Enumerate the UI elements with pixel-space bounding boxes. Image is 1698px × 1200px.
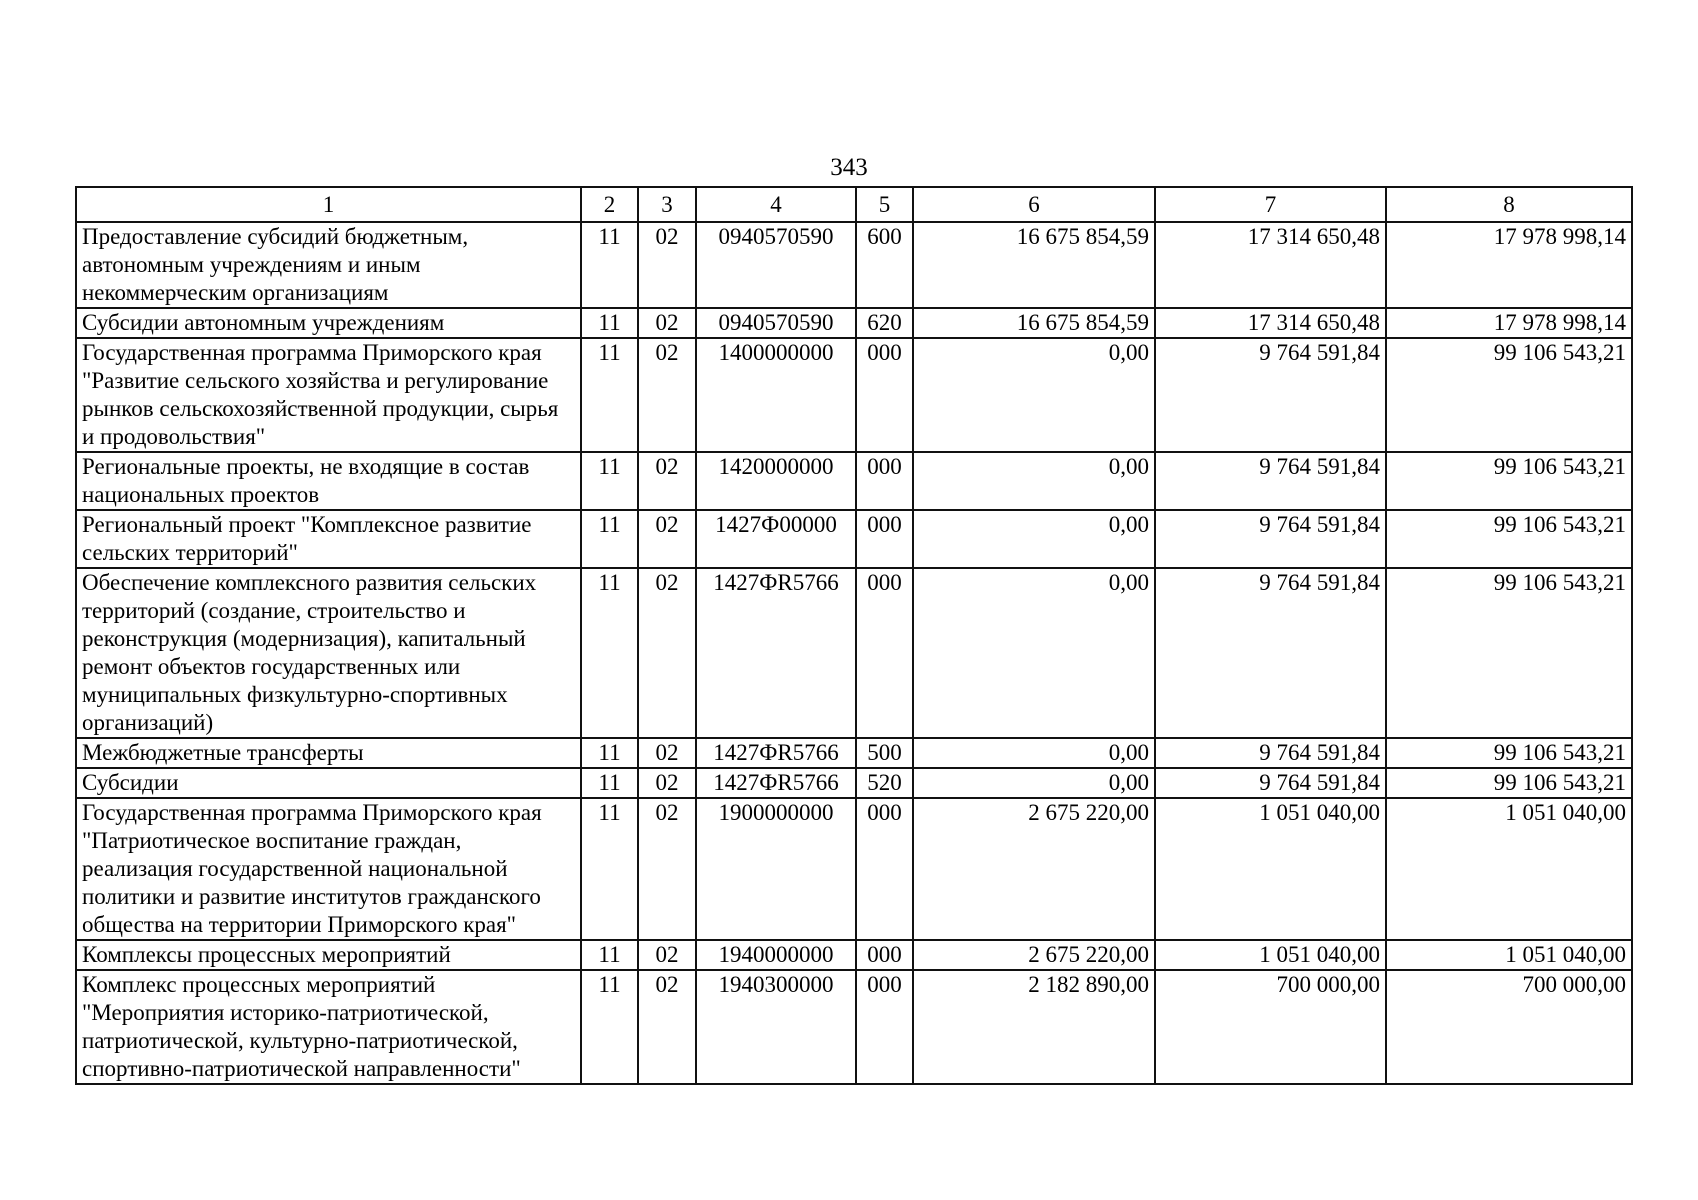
amount-year1-cell: 0,00 (913, 510, 1155, 568)
amount-year3-cell: 99 106 543,21 (1386, 738, 1632, 768)
target-article-cell: 0940570590 (696, 222, 856, 308)
row-name-cell: Региональные проекты, не входящие в состав национальных проектов (76, 452, 581, 510)
subsection-code-cell: 02 (638, 768, 696, 798)
target-article-cell: 1940300000 (696, 970, 856, 1084)
target-article-cell: 1940000000 (696, 940, 856, 970)
row-name-cell: Межбюджетные трансферты (76, 738, 581, 768)
amount-year1-cell: 0,00 (913, 452, 1155, 510)
amount-year3-cell: 700 000,00 (1386, 970, 1632, 1084)
amount-year3-cell: 99 106 543,21 (1386, 568, 1632, 738)
amount-year3-cell: 17 978 998,14 (1386, 222, 1632, 308)
row-name-cell: Государственная программа Приморского края "Патриотическое воспитание граждан, реализация государственной национальной политики и развитие институтов гражданского общества на территории Приморского края" (76, 798, 581, 940)
column-header: 7 (1155, 187, 1386, 222)
amount-year2-cell: 9 764 591,84 (1155, 510, 1386, 568)
expense-type-cell: 000 (856, 940, 913, 970)
amount-year3-cell: 99 106 543,21 (1386, 452, 1632, 510)
section-code-cell: 11 (581, 338, 638, 452)
amount-year2-cell: 1 051 040,00 (1155, 798, 1386, 940)
amount-year2-cell: 9 764 591,84 (1155, 338, 1386, 452)
row-name-cell: Комплексы процессных мероприятий (76, 940, 581, 970)
target-article-cell: 1427ФR5766 (696, 768, 856, 798)
row-name-cell: Государственная программа Приморского края "Развитие сельского хозяйства и регулирование рынков сельскохозяйственной продукции, сырья и продовольствия" (76, 338, 581, 452)
column-header: 6 (913, 187, 1155, 222)
table-row (76, 510, 1632, 568)
section-code-cell: 11 (581, 970, 638, 1084)
expense-type-cell: 000 (856, 452, 913, 510)
expense-type-cell: 000 (856, 568, 913, 738)
section-code-cell: 11 (581, 308, 638, 338)
row-name-cell: Региональный проект "Комплексное развитие сельских территорий" (76, 510, 581, 568)
amount-year2-cell: 1 051 040,00 (1155, 940, 1386, 970)
subsection-code-cell: 02 (638, 798, 696, 940)
target-article-cell: 1427Ф00000 (696, 510, 856, 568)
column-header: 1 (76, 187, 581, 222)
section-code-cell: 11 (581, 568, 638, 738)
table-row (76, 940, 1632, 970)
table-row (76, 970, 1632, 1084)
amount-year3-cell: 17 978 998,14 (1386, 308, 1632, 338)
row-name-cell: Комплекс процессных мероприятий "Мероприятия историко-патриотической, патриотической, культурно-патриотической, спортивно-патриотической направленности" (76, 970, 581, 1084)
amount-year1-cell: 0,00 (913, 768, 1155, 798)
amount-year3-cell: 99 106 543,21 (1386, 768, 1632, 798)
table-row (76, 738, 1632, 768)
expense-type-cell: 000 (856, 510, 913, 568)
target-article-cell: 1427ФR5766 (696, 738, 856, 768)
amount-year3-cell: 99 106 543,21 (1386, 338, 1632, 452)
amount-year2-cell: 9 764 591,84 (1155, 768, 1386, 798)
amount-year1-cell: 2 182 890,00 (913, 970, 1155, 1084)
amount-year3-cell: 99 106 543,21 (1386, 510, 1632, 568)
column-header: 8 (1386, 187, 1632, 222)
subsection-code-cell: 02 (638, 308, 696, 338)
section-code-cell: 11 (581, 222, 638, 308)
subsection-code-cell: 02 (638, 338, 696, 452)
section-code-cell: 11 (581, 798, 638, 940)
amount-year1-cell: 16 675 854,59 (913, 308, 1155, 338)
amount-year2-cell: 17 314 650,48 (1155, 222, 1386, 308)
expense-type-cell: 000 (856, 338, 913, 452)
expense-type-cell: 600 (856, 222, 913, 308)
expense-type-cell: 520 (856, 768, 913, 798)
section-code-cell: 11 (581, 510, 638, 568)
amount-year2-cell: 9 764 591,84 (1155, 738, 1386, 768)
section-code-cell: 11 (581, 768, 638, 798)
column-header: 2 (581, 187, 638, 222)
amount-year2-cell: 9 764 591,84 (1155, 452, 1386, 510)
row-name-cell: Предоставление субсидий бюджетным, автономным учреждениям и иным некоммерческим организациям (76, 222, 581, 308)
amount-year3-cell: 1 051 040,00 (1386, 798, 1632, 940)
subsection-code-cell: 02 (638, 738, 696, 768)
target-article-cell: 1420000000 (696, 452, 856, 510)
amount-year1-cell: 0,00 (913, 568, 1155, 738)
amount-year1-cell: 0,00 (913, 338, 1155, 452)
amount-year2-cell: 17 314 650,48 (1155, 308, 1386, 338)
subsection-code-cell: 02 (638, 452, 696, 510)
table-row (76, 452, 1632, 510)
subsection-code-cell: 02 (638, 568, 696, 738)
expense-type-cell: 000 (856, 798, 913, 940)
expense-type-cell: 500 (856, 738, 913, 768)
amount-year1-cell: 0,00 (913, 738, 1155, 768)
budget-table (75, 186, 1633, 1085)
target-article-cell: 0940570590 (696, 308, 856, 338)
column-header: 3 (638, 187, 696, 222)
table-header (76, 187, 1632, 222)
page-number: 343 (830, 154, 868, 181)
subsection-code-cell: 02 (638, 940, 696, 970)
amount-year1-cell: 2 675 220,00 (913, 798, 1155, 940)
column-header: 5 (856, 187, 913, 222)
column-header: 4 (696, 187, 856, 222)
target-article-cell: 1400000000 (696, 338, 856, 452)
header-row (76, 187, 1632, 222)
target-article-cell: 1427ФR5766 (696, 568, 856, 738)
expense-type-cell: 620 (856, 308, 913, 338)
expense-type-cell: 000 (856, 970, 913, 1084)
row-name-cell: Субсидии (76, 768, 581, 798)
amount-year3-cell: 1 051 040,00 (1386, 940, 1632, 970)
section-code-cell: 11 (581, 452, 638, 510)
table-row (76, 798, 1632, 940)
amount-year2-cell: 700 000,00 (1155, 970, 1386, 1084)
table-row (76, 222, 1632, 308)
amount-year1-cell: 16 675 854,59 (913, 222, 1155, 308)
table-row (76, 338, 1632, 452)
amount-year1-cell: 2 675 220,00 (913, 940, 1155, 970)
subsection-code-cell: 02 (638, 970, 696, 1084)
amount-year2-cell: 9 764 591,84 (1155, 568, 1386, 738)
table-row (76, 568, 1632, 738)
subsection-code-cell: 02 (638, 510, 696, 568)
table-row (76, 308, 1632, 338)
subsection-code-cell: 02 (638, 222, 696, 308)
section-code-cell: 11 (581, 940, 638, 970)
table-row (76, 768, 1632, 798)
target-article-cell: 1900000000 (696, 798, 856, 940)
section-code-cell: 11 (581, 738, 638, 768)
table-body (76, 222, 1632, 1084)
row-name-cell: Обеспечение комплексного развития сельских территорий (создание, строительство и реконструкция (модернизация), капитальный ремонт объектов государственных или муниципальных физкультурно-спортивных организаций) (76, 568, 581, 738)
row-name-cell: Субсидии автономным учреждениям (76, 308, 581, 338)
